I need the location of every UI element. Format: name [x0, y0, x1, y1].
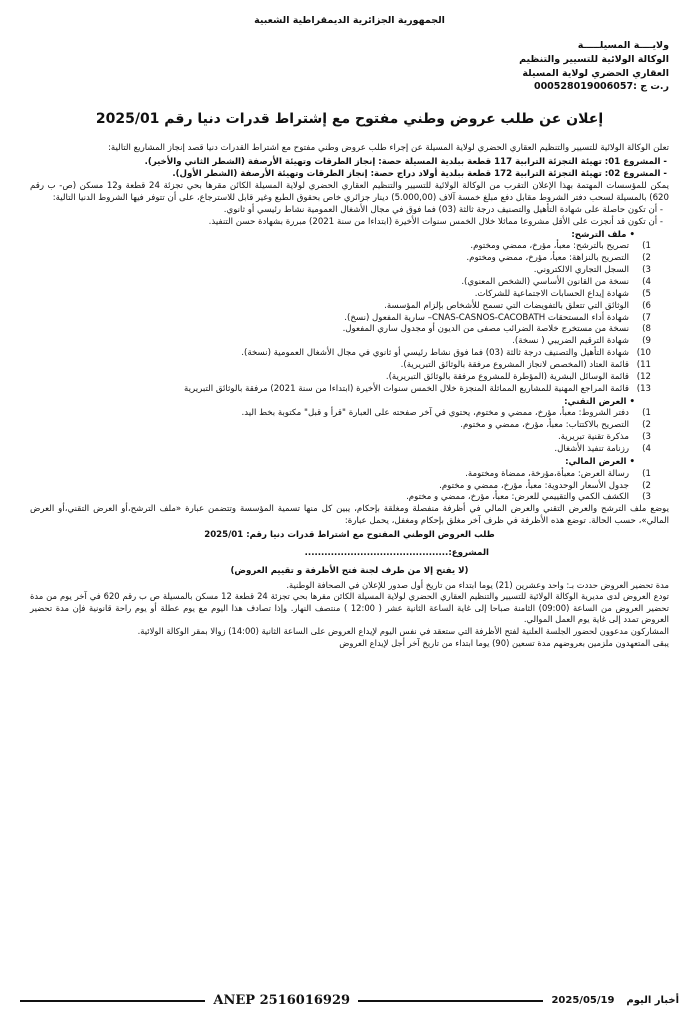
list-item: 11) قائمة العتاد (المخصص لانجاز المشروع مرفقة بالوثائق التبريرية).	[400, 359, 651, 370]
anep-reference: ANEP 2516016929	[213, 993, 351, 1009]
newspaper-name: أخبار اليوم	[626, 995, 679, 1007]
page-title: إعلان عن طلب عروض وطني مفتوح مع إشتراط قدرات دنيا رقم 2025/01	[95, 111, 604, 128]
list-item: 5) شهادة إيداع الحسابات الاجتماعية للشركات.	[474, 288, 651, 299]
condition-2: - أن تكون قد أنجزت على الأقل مشروعا مماثلا خلال الخمس سنوات الأخيرة (ابتداءا من سنة 2021) مبررة بشهادة حسن التنفيذ.	[208, 216, 663, 227]
project-01: - المشروع 01: تهيئة التجزئة الترابية 117 قطعة ببلدية المسيلة حصة: إنجاز الطرقات وتهيئة الأرصفة (الشطر الثاني والأخير).	[144, 157, 667, 168]
list-item: 3) الكشف الكمي والتقييمي للعرض: معبأ، مؤرخ، ممضي و مختوم.	[406, 492, 651, 503]
list-item: 2) التصريح بالاكتتاب: معبأ، مؤرخ، ممضي و مختوم.	[460, 420, 651, 431]
issuer-header	[30, 39, 669, 94]
publication-date: 2025/05/19	[551, 995, 615, 1007]
list-item: 13) قائمة المراجع المهنية للمشاريع المماثلة المنجزة خلال الخمس سنوات الأخيرة (ابتداءا من سنة 2021) مرفقة بالوثائق التبريرية	[184, 383, 651, 394]
deposit-paragraph: تودع العروض لدى مديرية الوكالة الولائية للتسيير والتنظيم العقاري الحضري لولاية المسيلة الكائن مقرها بحي تجزئة 24 قطعة 12 مسكن بالمسيلة ص ب رقم 620 في آخر يوم من مدة تحضير العروض من الساعة (09:00) الثامنة صباحا إلى غاية الساعة الثانية عشر ( 12:00 ) منتصف النهار. وإذا تصادف هذا اليوم مع يوم عطلة أو يوم راحة قانونية فإن مدة تحضير العروض تمدد إلى غاية يوم العمل الموالي.	[30, 591, 669, 625]
list-item: 10) شهادة التأهيل والتصنيف درجة ثالثة (03) فما فوق نشاط رئيسي أو ثانوي في مجال الأشغال العمومية (نسخة).	[241, 348, 651, 359]
footer-bar	[20, 992, 679, 1010]
issuer-line-wilaya: ولايــــة المسيلـــــة	[577, 40, 669, 52]
invitation-paragraph: يمكن للمؤسسات المهتمة بهذا الإعلان التقرب من الوكالة الولائية للتسيير والتنظيم العقاري الحضري لولاية المسيلة الكائن مقرها بحي تجزئة 24 قطعة و12 مسكن (ص- ب رقم 620) بالمسيلة لسحب دفتر الشروط مقابل دفع مبلغ خمسة آلاف (5.000,00) دينار جزائري خاص بحقوق الطبع وغير قابل للاسترجاع، على أن تتوفر فيها الشروط الدنيا التالية:	[30, 181, 669, 203]
financial-heading: • العرض المالي:	[565, 456, 635, 467]
list-item: 12) قائمة الوسائل البشرية (المؤطرة للمشروع مرفقة بالوثائق التبريرية).	[385, 371, 651, 382]
footer-rule-left	[20, 1000, 205, 1002]
technical-list	[30, 408, 669, 455]
condition-1: - أن تكون حاصلة على شهادة التأهيل والتصنيف درجة ثالثة (03) فما فوق في مجال الأشغال العمومية نشاط رئيسي أو ثانوي.	[223, 204, 663, 215]
candidature-list	[30, 241, 669, 395]
list-item: 8) نسخة من مستخرج خلاصة الضرائب مصفى من الديون أو مجدول ساري المفعول.	[342, 324, 651, 335]
envelope-paragraph: يوضع ملف الترشح والعرض التقني والعرض المالي في أظرفة منفصلة ومغلقة بإحكام، يبين كل منها تسمية المؤسسة وتتضمن عبارة «ملف الترشح،أو العرض التقني،أو العرض المالي»، حسب الحالة. توضع هذه الأظرفة في ظرف آخر مغلق بإحكام ومغفل، يحمل عبارة:	[30, 504, 669, 527]
intro-paragraph: تعلن الوكالة الولائية للتسيير والتنظيم العقاري الحضري لولاية المسيلة عن إجراء طلب عروض وطني مفتوح مع اشتراط القدرات دنيا قصد إنجاز المشاريع التالية:	[108, 143, 669, 154]
preparation-period: مدة تحضير العروض حددت بـ: واحد وعشرين (21) يوما ابتداء من تاريخ أول صدور للإعلان في الصحافة الوطنية.	[286, 579, 669, 590]
public-session-paragraph: المشاركون مدعوون لحضور الجلسة العلنية لفتح الأظرفة التي ستعقد في نفس اليوم لإيداع العروض على الساعة الثانية (14:00) زوالا بمقر الوكالة الولائية.	[137, 625, 669, 636]
issuer-line-agency: الوكالة الولائية للتسيير والتنظيم	[519, 53, 669, 65]
list-item: 3) السجل التجاري الالكتروني.	[533, 265, 651, 276]
list-item: 9) شهادة الترقيم الضريبي ( نسخة).	[512, 336, 651, 347]
project-02: - المشروع 02: تهيئة التجزئة الترابية 172 قطعة ببلدية أولاد دراج حصة: إنجاز الطرقات وتهيئة الأرصفة (الشطر الأول).	[172, 169, 667, 180]
list-item: 1) تصريح بالترشح: معبأ، مؤرخ، ممضي ومختوم.	[470, 241, 651, 252]
list-item: 1) دفتر الشروط: معبأ، مؤرخ، ممضي و مختوم، يحتوي في آخر صفحته على العبارة "قرأ و قبل" مكتوبة بخط اليد.	[241, 408, 651, 419]
list-item: 4) رزنامة تنفيذ الأشغال.	[554, 443, 651, 454]
list-item: 6) الوثائق التي تتعلق بالتفويضات التي تسمح للأشخاص بإلزام المؤسسة.	[384, 300, 651, 311]
list-item: 1) رسالة العرض: معبأة،مؤرخة، ممضاة ومختومة.	[465, 468, 651, 479]
project-field: المشروع:............................................	[304, 547, 489, 558]
list-item: 2) جدول الأسعار الوحدوية: معبأ، مؤرخ، ممضي و مختوم.	[439, 480, 651, 491]
financial-list	[30, 469, 669, 505]
list-item: 4) نسخة من القانون الأساسي (الشخص المعنوي).	[461, 276, 651, 287]
republic-heading: الجمهورية الجزائرية الديمقراطية الشعبية	[254, 15, 445, 26]
candidature-heading: • ملف الترشح:	[571, 229, 635, 240]
issuer-tax-number: ر.ت ج :000528019006057	[533, 81, 669, 93]
envelope-label: طلب العروض الوطني المفتوح مع اشتراط قدرات دنيا رقم: 2025/01	[204, 529, 495, 540]
opening-note: (لا يفتح إلا من طرف لجنة فتح الأظرفة و تقييم العروض)	[230, 565, 469, 576]
technical-heading: • العرض التقني:	[564, 396, 635, 407]
list-item: 3) مذكرة تقنية تبريرية.	[557, 432, 651, 443]
issuer-line-agency-2: العقاري الحضري لولاية المسيلة	[522, 67, 669, 79]
footer-rule-middle	[358, 1000, 543, 1002]
validity-paragraph: يبقى المتعهدون ملزمين بعروضهم مدة تسعين (90) يوما ابتداء من تاريخ آخر أجل لإيداع العروض	[339, 637, 669, 648]
list-item: 7) شهادة أداء المستحقات CNAS-CASNOS-CACOBATH– سارية المفعول (نسخ).	[344, 312, 651, 323]
list-item: 2) التصريح بالنزاهة: معبأ، مؤرخ، ممضي ومختوم.	[466, 253, 651, 264]
